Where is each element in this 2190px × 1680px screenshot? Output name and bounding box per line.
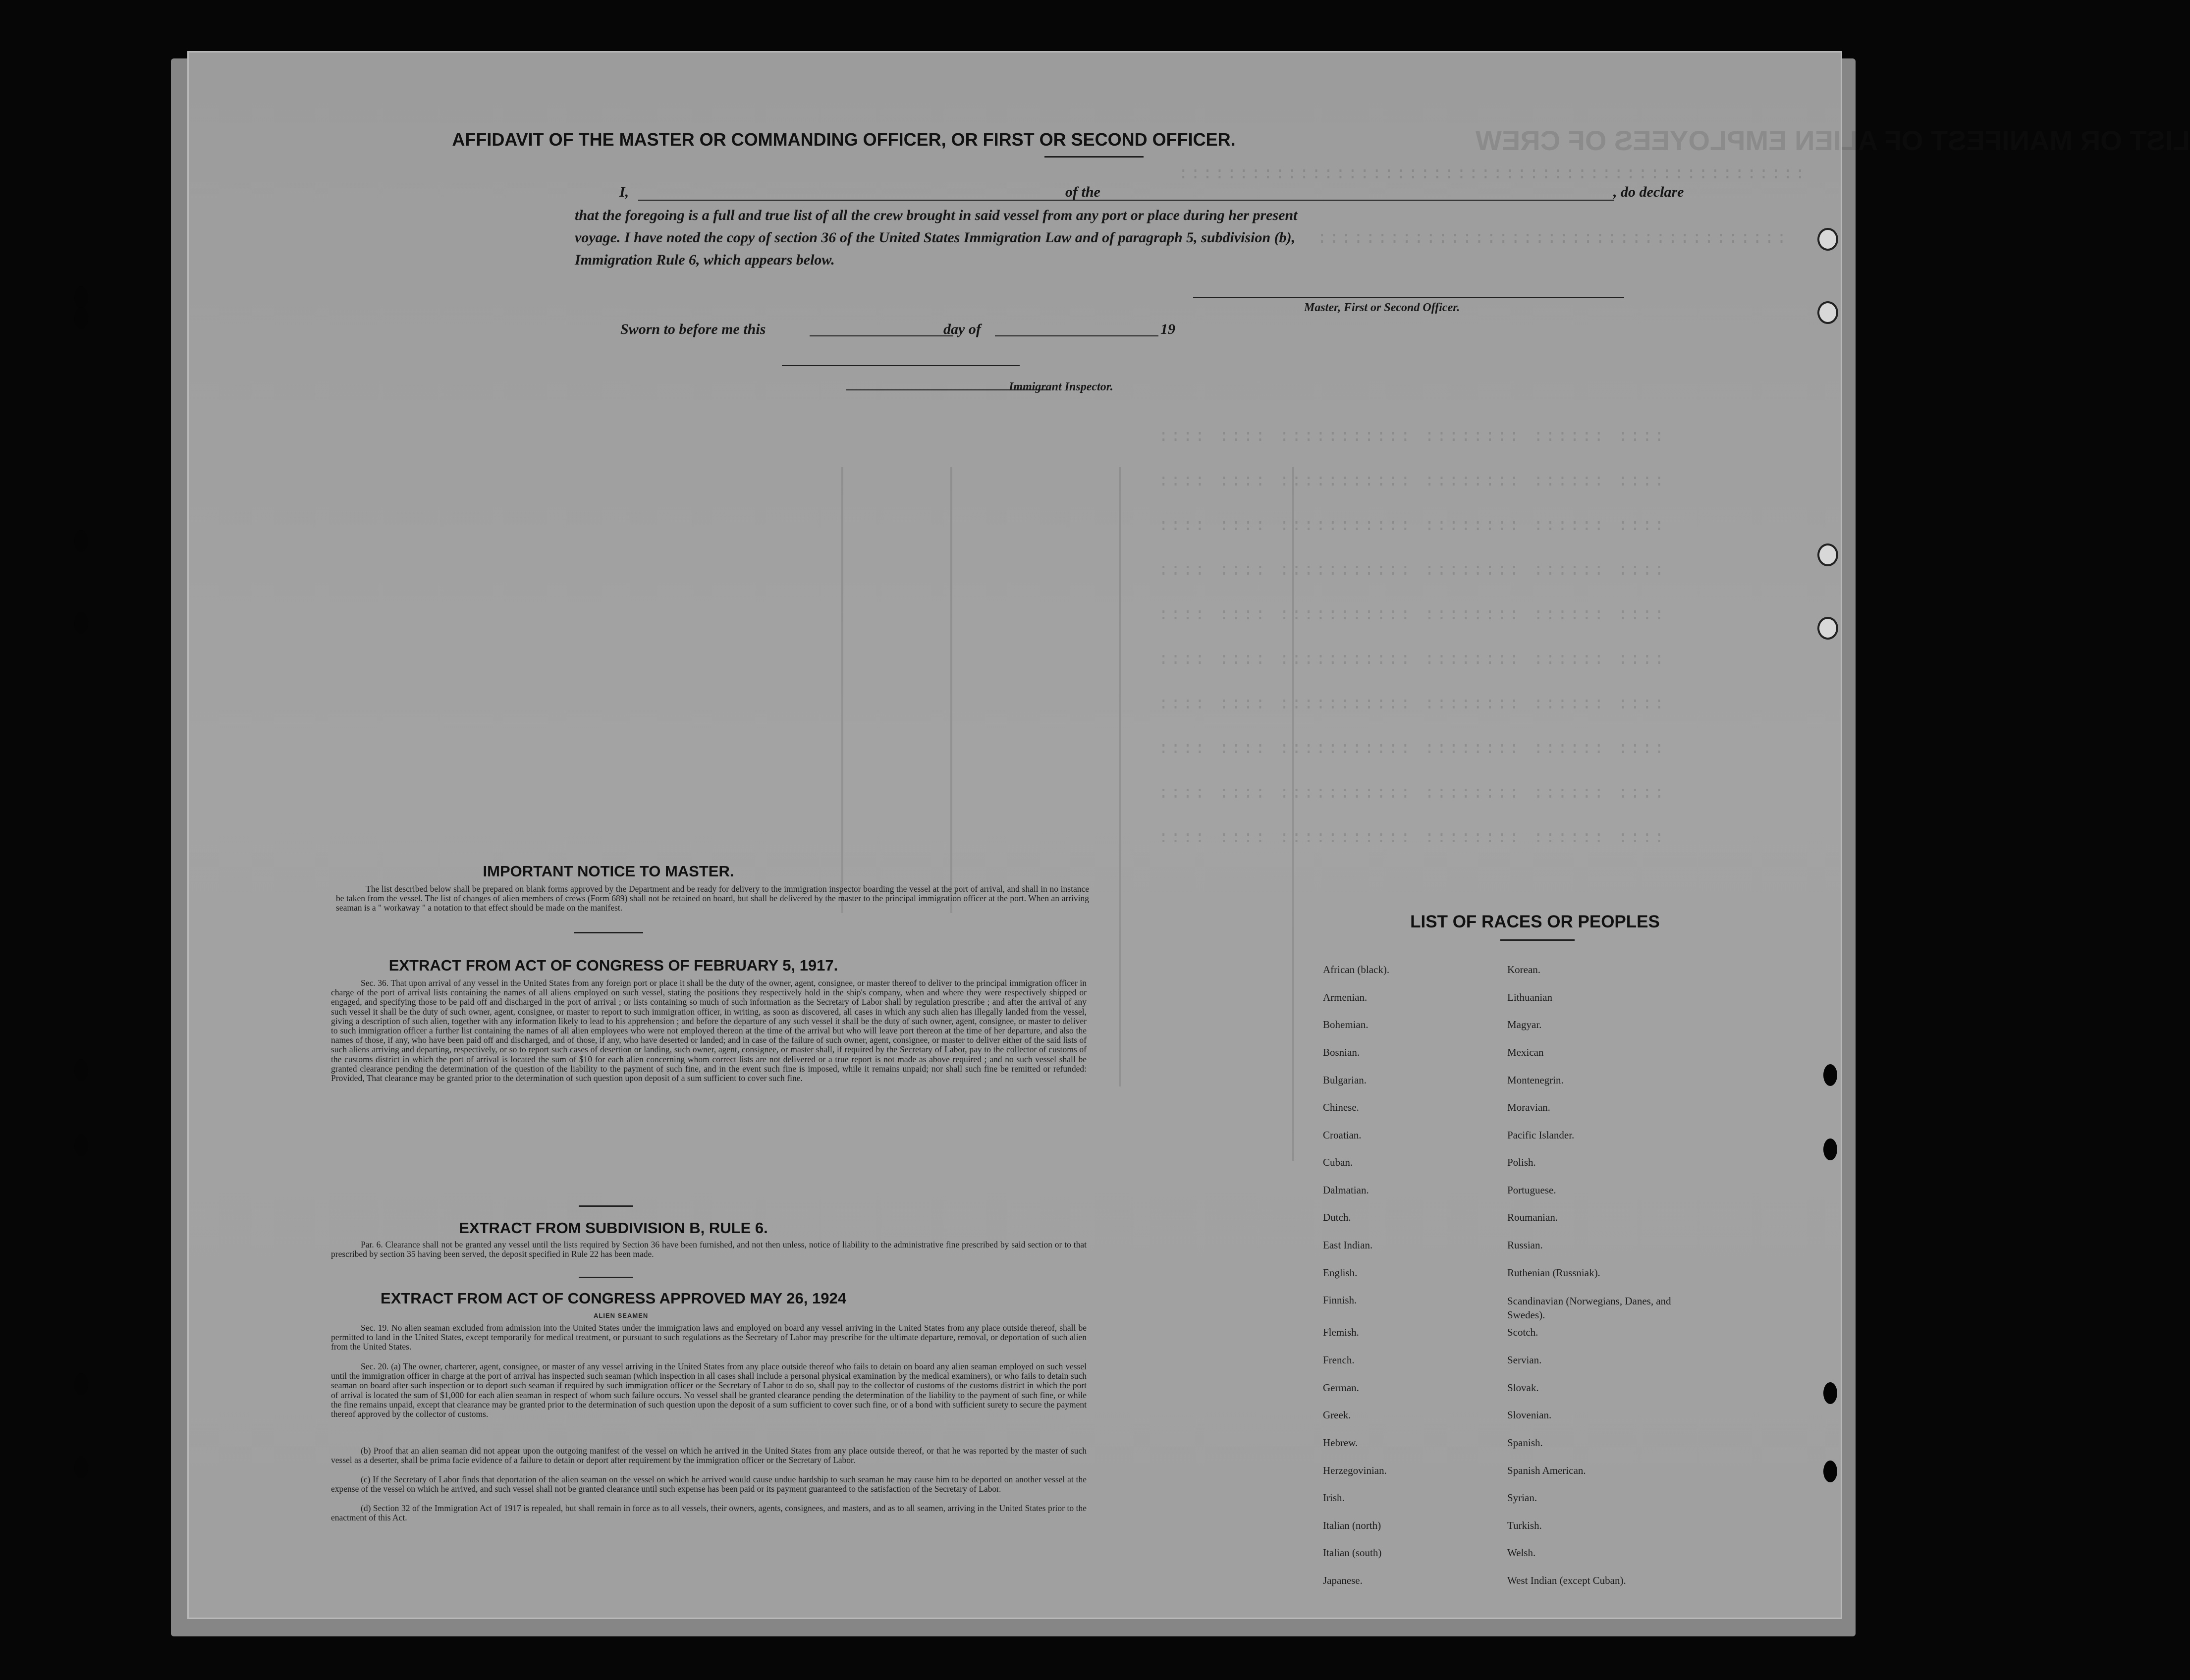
bleed-through-rule: [1119, 467, 1121, 1086]
race-item: Italian (north): [1323, 1519, 1381, 1531]
race-item: Bohemian.: [1323, 1019, 1369, 1030]
race-item: Japanese.: [1323, 1574, 1363, 1586]
race-item: Chinese.: [1323, 1101, 1359, 1113]
bleed-through-text: :::::::::::::::::::::::::::::::::::::::: [1317, 229, 1789, 248]
bleed-through-text: :::: :::: ::::::::::: :::::::: :::::: ::::: [1158, 829, 1666, 848]
punch-hole: [74, 307, 88, 329]
punch-hole: [1823, 1064, 1837, 1086]
affidavit-line-3: voyage. I have noted the copy of section 36 of the United States Immigration Law and of paragraph 5, subdivision (b),: [575, 229, 1296, 246]
bleed-through-text: :::: :::: ::::::::::: :::::::: :::::: ::::: [1158, 428, 1666, 446]
of-the-text: of the: [1065, 184, 1100, 200]
affidavit-heading: AFFIDAVIT OF THE MASTER OR COMMANDING OFFICER, OR FIRST OR SECOND OFFICER.: [452, 129, 1236, 150]
race-item: Turkish.: [1507, 1519, 1542, 1531]
race-item: Cuban.: [1323, 1156, 1353, 1168]
race-item: Roumanian.: [1507, 1211, 1558, 1223]
bleed-through-text: :::: :::: ::::::::::: :::::::: :::::: ::::: [1158, 695, 1666, 714]
section-rule: [579, 1205, 633, 1207]
extract-1924-heading: EXTRACT FROM ACT OF CONGRESS APPROVED MAY 26, 1924: [381, 1290, 846, 1307]
bleed-through-rule: [950, 467, 952, 913]
race-item: Dalmatian.: [1323, 1184, 1369, 1196]
declarant-prefix: I,: [619, 184, 629, 200]
race-item: Pacific Islander.: [1507, 1129, 1575, 1141]
punch-hole: [74, 286, 88, 308]
sec20c-text: (c) If the Secretary of Labor finds that deportation of the alien seaman on the vessel on which he arrived would cause undue hardship to such seaman he may cause him to be deported on another vessel at the expense of the vessel on which he arrived, and such vessel shall not be granted clearance until such expense has been paid or its payment guaranteed to the satisfaction of the Secretary of Labor.: [331, 1474, 1087, 1494]
signature-caption: Master, First or Second Officer.: [1304, 301, 1460, 314]
bleed-through-rule: [1292, 467, 1294, 1161]
sec20b-text: (b) Proof that an alien seaman did not appear upon the outgoing manifest of the vessel on which he arrived in the United States from any place outside thereof, or that he was reported by the master of such vessel as a deserter, shall be prima facie evidence of a failure to detain or deport after requirement by the immigration officer or the Secretary of Labor.: [331, 1446, 1087, 1465]
race-item: Welsh.: [1507, 1547, 1536, 1559]
bleed-through-text: :::: :::: ::::::::::: :::::::: :::::: ::::: [1158, 606, 1666, 625]
race-item: Lithuanian: [1507, 991, 1552, 1003]
punch-hole: [74, 530, 88, 552]
punch-hole: [1823, 1382, 1837, 1404]
heading-rule: [1044, 156, 1144, 158]
vessel-name-line: [1114, 200, 1614, 201]
race-item: Montenegrin.: [1507, 1074, 1564, 1086]
race-item: Korean.: [1507, 964, 1541, 975]
sec20d-text: (d) Section 32 of the Immigration Act of 1917 is repealed, but shall remain in force as to all vessels, their owners, agents, consignees, and masters, and as to all seamen, arriving in the United States prior to the enactment of this Act.: [331, 1503, 1087, 1523]
punch-hole: [74, 1059, 88, 1081]
punch-hole: [74, 1373, 88, 1395]
punch-hole: [74, 1135, 88, 1156]
bleed-through-title: LIST OR MANIFEST OF ALIEN EMPLOYEES OF CREW: [1476, 125, 2190, 156]
race-item: Ruthenian (Russniak).: [1507, 1267, 1600, 1279]
race-item: Spanish.: [1507, 1437, 1543, 1449]
sec20a-text: Sec. 20. (a) The owner, charterer, agent, consignee, or master of any vessel arriving in the United States from any place outside thereof who fails to detain on board any alien seaman employed on such vessel until the immigration officer in charge at the port of arrival has inspected such seaman (which inspection in all cases shall include a personal physical examination by the medical examiners), or who fails to detain such seaman on board after such inspection or to deport such seaman if required by such immigration officer or the Secretary of Labor to do so, shall pay to the collector of customs of the customs district in which the port of arrival is located the sum of $1,000 for each alien seaman in respect of whom such failure occurs. No vessel shall be granted clearance pending the determination of the liability to the payment of such fine, or while the fine remains unpaid, except that clearance may be granted prior to the determination of such question upon the deposit of a sum sufficient to cover such fine, or of a bond with sufficient surety to secure the payment thereof approved by the collector of customs.: [331, 1361, 1087, 1419]
race-item: East Indian.: [1323, 1239, 1373, 1251]
sworn-month-line: [995, 335, 1158, 336]
race-item: Spanish American.: [1507, 1464, 1586, 1476]
punch-hole: [1823, 1138, 1837, 1160]
race-item: Russian.: [1507, 1239, 1543, 1251]
race-item: Bosnian.: [1323, 1046, 1360, 1058]
race-item: French.: [1323, 1354, 1355, 1366]
day-of-text: day of: [943, 321, 981, 337]
race-item: Flemish.: [1323, 1326, 1359, 1338]
sworn-day-line: [810, 335, 953, 336]
races-heading-rule: [1500, 939, 1575, 941]
signature-line: [1193, 297, 1624, 298]
race-item: Servian.: [1507, 1354, 1542, 1366]
sworn-prefix: Sworn to before me this: [620, 321, 766, 337]
bleed-through-text: :::: :::: ::::::::::: :::::::: :::::: ::::: [1158, 517, 1666, 536]
document-sheet: [187, 51, 2190, 1619]
do-declare-text: , do declare: [1613, 184, 1684, 200]
race-item: African (black).: [1323, 964, 1390, 975]
bleed-through-text: :::: :::: ::::::::::: :::::::: :::::: ::::: [1158, 650, 1666, 669]
race-item: Scotch.: [1507, 1326, 1538, 1338]
race-item: Herzegovinian.: [1323, 1464, 1387, 1476]
race-item: Greek.: [1323, 1409, 1351, 1421]
race-item: German.: [1323, 1382, 1359, 1394]
bleed-through-text: :::: :::: ::::::::::: :::::::: :::::: ::::: [1158, 784, 1666, 803]
bleed-through-rule: [841, 467, 843, 913]
punch-hole: [74, 1457, 88, 1478]
bleed-through-text: :::: :::: ::::::::::: :::::::: :::::: ::::: [1158, 740, 1666, 759]
punch-hole: [1817, 301, 1838, 324]
race-item: Croatian.: [1323, 1129, 1362, 1141]
year-prefix: 19: [1160, 321, 1175, 337]
sec19-text: Sec. 19. No alien seaman excluded from admission into the United States under the immigration laws and employed on board any vessel arriving in the United States from any place outside thereof, shall be permitted to land in the United States, except temporarily for medical treatment, or pursuant to such regulations as the Secretary of Labor may prescribe for the ultimate departure, removal, or deportation of such alien from the United States.: [331, 1323, 1087, 1352]
race-item: Armenian.: [1323, 991, 1368, 1003]
race-item: West Indian (except Cuban).: [1507, 1574, 1626, 1586]
punch-hole: [1817, 543, 1838, 566]
bleed-through-text: :::: :::: ::::::::::: :::::::: :::::: ::::: [1158, 561, 1666, 580]
race-item: Portuguese.: [1507, 1184, 1556, 1196]
section-rule: [574, 932, 643, 933]
affidavit-line-4: Immigration Rule 6, which appears below.: [575, 252, 835, 268]
race-item: Slovak.: [1507, 1382, 1539, 1394]
extract-1917-text: Sec. 36. That upon arrival of any vessel in the United States from any foreign port or place it shall be the duty of the owner, agent, consignee, or master thereof to deliver to the principal immigration officer in charge of the port of arrival lists containing the names of all aliens employed on such vessel, stating the positions they respectively hold in the ship's company, when and where they were respectively shipped or engaged, and specifying those to be paid off and discharged in the port of arrival ; or lists containing so much of such information as the Secretary of Labor shall by regulation prescribe ; and after the arrival of any such vessel it shall be the duty of such owner, agent, consignee, or master to report to such immigration officer, in writing, as soon as discovered, all cases in which any such alien has illegally landed from the vessel, giving a description of such alien, together with any information likely to lead to his apprehension ; and before the departure of any such vessel it shall be the duty of such owner, agent, consignee, or master to deliver to such immigration officer a further list containing the names of all alien employees who were not employed thereon at the time of the arrival but who will leave port thereon at the time of her departure, and also the names of those, if any, who have been paid off and discharged, and of those, if any, who have deserted or landed; and in case of the failure of such owner, agent, consignee, or master to deliver either of the said lists of such aliens arriving and departing, respectively, or so to report such cases of desertion or landing, such owner, agent, consignee, or master shall, if required by the Secretary of Labor, pay to the collector of customs of the customs district in which the port of arrival is located the sum of $10 for each alien concerning whom correct lists are not delivered or a true report is not made as above required ; and no such vessel shall be granted clearance pending the determination of the question of the liability to the payment of such fine, and in the event such fine is imposed, while it remains unpaid; nor shall such fine be remitted or refunded: Provided, That clearance may be granted prior to the determination of such question upon deposit of a sum sufficient to cover such fine.: [331, 978, 1087, 1084]
punch-hole: [1817, 617, 1838, 640]
race-item: Scandinavian (Norwegians, Danes, and Swedes).: [1507, 1295, 1671, 1321]
bleed-through-text: :::: :::: ::::::::::: :::::::: :::::: ::::: [1158, 472, 1666, 491]
race-item: Slovenian.: [1507, 1409, 1552, 1421]
races-heading: LIST OF RACES OR PEOPLES: [1410, 912, 1660, 931]
inspector-caption: Immigrant Inspector.: [1009, 380, 1113, 393]
extract-rule6-heading: EXTRACT FROM SUBDIVISION B, RULE 6.: [459, 1219, 768, 1237]
race-item: Hebrew.: [1323, 1437, 1358, 1449]
punch-hole: [1817, 228, 1838, 251]
race-item: English.: [1323, 1267, 1358, 1279]
alien-seamen-subheading: ALIEN SEAMEN: [594, 1312, 649, 1319]
race-item: Mexican: [1507, 1046, 1544, 1058]
race-item: Polish.: [1507, 1156, 1536, 1168]
race-item: Syrian.: [1507, 1492, 1537, 1504]
race-item: Bulgarian.: [1323, 1074, 1367, 1086]
inspector-upper-line: [782, 365, 1020, 366]
race-item: Magyar.: [1507, 1019, 1542, 1030]
race-item: Finnish.: [1323, 1294, 1357, 1306]
race-item: Moravian.: [1507, 1101, 1550, 1113]
notice-text: The list described below shall be prepared on blank forms approved by the Department and be ready for delivery to the immigration inspector boarding the vessel at the port of arrival, and shall in no instance be taken from the vessel. The list of changes of alien members of crews (Form 689) shall not be retained on board, but shall be delivered by the master to the principal immigration officer at the port. When an arriving seaman is a " workaway " a notation to that effect should be made on the manifest.: [336, 884, 1089, 913]
punch-hole: [74, 612, 88, 634]
extract-1917-heading: EXTRACT FROM ACT OF CONGRESS OF FEBRUARY 5, 1917.: [388, 957, 838, 974]
notice-heading: IMPORTANT NOTICE TO MASTER.: [483, 863, 734, 880]
extract-rule6-text: Par. 6. Clearance shall not be granted any vessel until the lists required by Section 36 have been furnished, and not then unless, notice of liability to the administrative fine prescribed by said section or to that prescribed by section 35 having been served, the deposit specified in Rule 22 has been made.: [331, 1240, 1087, 1259]
affidavit-line-2: that the foregoing is a full and true list of all the crew brought in said vessel from any port or place during her present: [575, 207, 1298, 223]
race-item: Dutch.: [1323, 1211, 1351, 1223]
punch-hole: [1823, 1461, 1837, 1482]
section-rule: [579, 1277, 633, 1278]
race-item: Italian (south): [1323, 1547, 1382, 1559]
bleed-through-text: ::::::::::::::::::::::::::::::::::::::::::::::::::::: [1178, 165, 1807, 184]
race-item: Irish.: [1323, 1492, 1345, 1504]
